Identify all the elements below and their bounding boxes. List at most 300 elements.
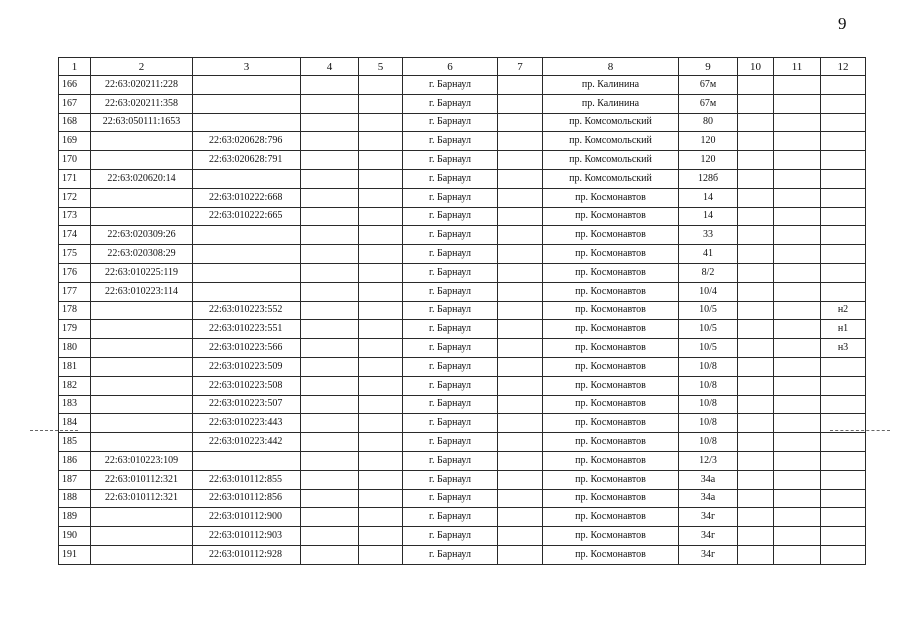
street-cell: пр. Космонавтов bbox=[543, 263, 679, 282]
column-7-cell bbox=[498, 508, 543, 527]
street-cell: пр. Космонавтов bbox=[543, 451, 679, 470]
column-10-cell bbox=[738, 489, 774, 508]
object-cadastral-number-cell: 22:63:010223:442 bbox=[193, 433, 301, 452]
premises-cell bbox=[821, 508, 866, 527]
premises-cell bbox=[821, 414, 866, 433]
column-7-cell bbox=[498, 113, 543, 132]
column-5-cell bbox=[359, 113, 403, 132]
table-row bbox=[59, 320, 866, 339]
table-row bbox=[59, 395, 866, 414]
street-cell: пр. Комсомольский bbox=[543, 169, 679, 188]
column-5-cell bbox=[359, 282, 403, 301]
table-row bbox=[59, 357, 866, 376]
object-cadastral-number-cell: 22:63:020628:791 bbox=[193, 151, 301, 170]
column-10-cell bbox=[738, 376, 774, 395]
column-10-cell bbox=[738, 301, 774, 320]
city-cell: г. Барнаул bbox=[403, 414, 498, 433]
house-number-cell: 120 bbox=[679, 132, 738, 151]
column-4-cell bbox=[301, 282, 359, 301]
house-number-cell: 34а bbox=[679, 489, 738, 508]
house-number-cell: 10/5 bbox=[679, 301, 738, 320]
column-11-cell bbox=[774, 94, 821, 113]
cadastral-number-cell bbox=[91, 376, 193, 395]
premises-cell bbox=[821, 282, 866, 301]
city-cell: г. Барнаул bbox=[403, 301, 498, 320]
column-5-cell bbox=[359, 489, 403, 508]
premises-cell bbox=[821, 169, 866, 188]
house-number-cell: 33 bbox=[679, 226, 738, 245]
table-row bbox=[59, 470, 866, 489]
column-11-cell bbox=[774, 132, 821, 151]
city-cell: г. Барнаул bbox=[403, 357, 498, 376]
row-number-cell: 176 bbox=[59, 263, 91, 282]
city-cell: г. Барнаул bbox=[403, 113, 498, 132]
premises-cell bbox=[821, 94, 866, 113]
house-number-cell: 10/8 bbox=[679, 433, 738, 452]
table-row bbox=[59, 207, 866, 226]
row-number-cell: 177 bbox=[59, 282, 91, 301]
column-4-cell bbox=[301, 339, 359, 358]
column-5-cell bbox=[359, 414, 403, 433]
column-4-cell bbox=[301, 151, 359, 170]
column-11-cell bbox=[774, 282, 821, 301]
city-cell: г. Барнаул bbox=[403, 76, 498, 95]
row-number-cell: 172 bbox=[59, 188, 91, 207]
city-cell: г. Барнаул bbox=[403, 376, 498, 395]
column-5-cell bbox=[359, 470, 403, 489]
column-11-cell bbox=[774, 527, 821, 546]
column-5-cell bbox=[359, 376, 403, 395]
table-row bbox=[59, 76, 866, 95]
city-cell: г. Барнаул bbox=[403, 94, 498, 113]
street-cell: пр. Космонавтов bbox=[543, 339, 679, 358]
house-number-cell: 128б bbox=[679, 169, 738, 188]
row-number-cell: 180 bbox=[59, 339, 91, 358]
city-cell: г. Барнаул bbox=[403, 339, 498, 358]
object-cadastral-number-cell bbox=[193, 76, 301, 95]
object-cadastral-number-cell: 22:63:010112:855 bbox=[193, 470, 301, 489]
column-11-cell bbox=[774, 433, 821, 452]
column-4-cell bbox=[301, 395, 359, 414]
column-5-cell bbox=[359, 132, 403, 151]
city-cell: г. Барнаул bbox=[403, 282, 498, 301]
city-cell: г. Барнаул bbox=[403, 245, 498, 264]
column-5-cell bbox=[359, 245, 403, 264]
column-10-cell bbox=[738, 132, 774, 151]
row-number-cell: 191 bbox=[59, 545, 91, 564]
house-number-cell: 120 bbox=[679, 151, 738, 170]
premises-cell bbox=[821, 451, 866, 470]
house-number-cell: 14 bbox=[679, 207, 738, 226]
column-header: 9 bbox=[679, 58, 738, 76]
column-10-cell bbox=[738, 470, 774, 489]
object-cadastral-number-cell: 22:63:010223:552 bbox=[193, 301, 301, 320]
column-header: 6 bbox=[403, 58, 498, 76]
street-cell: пр. Космонавтов bbox=[543, 545, 679, 564]
object-cadastral-number-cell: 22:63:010112:903 bbox=[193, 527, 301, 546]
row-number-cell: 170 bbox=[59, 151, 91, 170]
column-7-cell bbox=[498, 545, 543, 564]
object-cadastral-number-cell bbox=[193, 226, 301, 245]
street-cell: пр. Космонавтов bbox=[543, 301, 679, 320]
row-number-cell: 182 bbox=[59, 376, 91, 395]
object-cadastral-number-cell bbox=[193, 451, 301, 470]
column-7-cell bbox=[498, 320, 543, 339]
header-row bbox=[59, 58, 866, 76]
city-cell: г. Барнаул bbox=[403, 545, 498, 564]
table-row bbox=[59, 376, 866, 395]
house-number-cell: 10/5 bbox=[679, 320, 738, 339]
column-7-cell bbox=[498, 339, 543, 358]
row-number-cell: 178 bbox=[59, 301, 91, 320]
column-4-cell bbox=[301, 207, 359, 226]
premises-cell bbox=[821, 132, 866, 151]
column-11-cell bbox=[774, 339, 821, 358]
column-5-cell bbox=[359, 76, 403, 95]
column-10-cell bbox=[738, 94, 774, 113]
object-cadastral-number-cell bbox=[193, 282, 301, 301]
object-cadastral-number-cell bbox=[193, 169, 301, 188]
city-cell: г. Барнаул bbox=[403, 320, 498, 339]
column-5-cell bbox=[359, 94, 403, 113]
premises-cell bbox=[821, 226, 866, 245]
house-number-cell: 10/8 bbox=[679, 357, 738, 376]
column-11-cell bbox=[774, 188, 821, 207]
column-4-cell bbox=[301, 451, 359, 470]
table-row bbox=[59, 188, 866, 207]
cadastral-number-cell: 22:63:010225:119 bbox=[91, 263, 193, 282]
registry-table bbox=[58, 57, 866, 565]
street-cell: пр. Космонавтов bbox=[543, 527, 679, 546]
cadastral-number-cell bbox=[91, 357, 193, 376]
column-4-cell bbox=[301, 470, 359, 489]
premises-cell bbox=[821, 545, 866, 564]
row-number-cell: 179 bbox=[59, 320, 91, 339]
city-cell: г. Барнаул bbox=[403, 188, 498, 207]
house-number-cell: 10/4 bbox=[679, 282, 738, 301]
column-7-cell bbox=[498, 301, 543, 320]
cadastral-number-cell: 22:63:010223:114 bbox=[91, 282, 193, 301]
house-number-cell: 34г bbox=[679, 545, 738, 564]
column-4-cell bbox=[301, 376, 359, 395]
city-cell: г. Барнаул bbox=[403, 489, 498, 508]
city-cell: г. Барнаул bbox=[403, 207, 498, 226]
column-10-cell bbox=[738, 433, 774, 452]
street-cell: пр. Комсомольский bbox=[543, 132, 679, 151]
row-number-cell: 173 bbox=[59, 207, 91, 226]
cadastral-number-cell: 22:63:010112:321 bbox=[91, 489, 193, 508]
premises-cell: н3 bbox=[821, 339, 866, 358]
column-4-cell bbox=[301, 508, 359, 527]
row-number-cell: 186 bbox=[59, 451, 91, 470]
column-5-cell bbox=[359, 301, 403, 320]
street-cell: пр. Космонавтов bbox=[543, 207, 679, 226]
column-4-cell bbox=[301, 320, 359, 339]
row-number-cell: 168 bbox=[59, 113, 91, 132]
column-7-cell bbox=[498, 76, 543, 95]
table-row bbox=[59, 433, 866, 452]
column-4-cell bbox=[301, 113, 359, 132]
street-cell: пр. Космонавтов bbox=[543, 395, 679, 414]
cadastral-number-cell: 22:63:020211:228 bbox=[91, 76, 193, 95]
table-body bbox=[59, 58, 866, 565]
house-number-cell: 80 bbox=[679, 113, 738, 132]
column-header: 2 bbox=[91, 58, 193, 76]
cadastral-number-cell: 22:63:020620:14 bbox=[91, 169, 193, 188]
page-number: 9 bbox=[838, 14, 847, 33]
house-number-cell: 34г bbox=[679, 508, 738, 527]
cadastral-number-cell bbox=[91, 301, 193, 320]
house-number-cell: 14 bbox=[679, 188, 738, 207]
cadastral-number-cell bbox=[91, 508, 193, 527]
column-4-cell bbox=[301, 226, 359, 245]
column-10-cell bbox=[738, 451, 774, 470]
city-cell: г. Барнаул bbox=[403, 433, 498, 452]
object-cadastral-number-cell bbox=[193, 245, 301, 264]
column-4-cell bbox=[301, 245, 359, 264]
street-cell: пр. Космонавтов bbox=[543, 245, 679, 264]
column-10-cell bbox=[738, 207, 774, 226]
column-4-cell bbox=[301, 527, 359, 546]
table-row bbox=[59, 508, 866, 527]
column-5-cell bbox=[359, 263, 403, 282]
table-row bbox=[59, 263, 866, 282]
table-row bbox=[59, 545, 866, 564]
table-row bbox=[59, 489, 866, 508]
column-header: 12 bbox=[821, 58, 866, 76]
column-7-cell bbox=[498, 226, 543, 245]
column-7-cell bbox=[498, 527, 543, 546]
table-row bbox=[59, 245, 866, 264]
street-cell: пр. Космонавтов bbox=[543, 226, 679, 245]
cadastral-number-cell bbox=[91, 207, 193, 226]
row-number-cell: 174 bbox=[59, 226, 91, 245]
column-header: 11 bbox=[774, 58, 821, 76]
cadastral-number-cell bbox=[91, 433, 193, 452]
house-number-cell: 34г bbox=[679, 527, 738, 546]
table-row bbox=[59, 414, 866, 433]
row-number-cell: 166 bbox=[59, 76, 91, 95]
column-7-cell bbox=[498, 433, 543, 452]
object-cadastral-number-cell: 22:63:010112:900 bbox=[193, 508, 301, 527]
column-7-cell bbox=[498, 132, 543, 151]
column-4-cell bbox=[301, 169, 359, 188]
column-7-cell bbox=[498, 188, 543, 207]
column-7-cell bbox=[498, 395, 543, 414]
table-row bbox=[59, 527, 866, 546]
column-4-cell bbox=[301, 414, 359, 433]
column-7-cell bbox=[498, 263, 543, 282]
column-11-cell bbox=[774, 207, 821, 226]
street-cell: пр. Космонавтов bbox=[543, 282, 679, 301]
column-10-cell bbox=[738, 263, 774, 282]
column-11-cell bbox=[774, 301, 821, 320]
premises-cell bbox=[821, 470, 866, 489]
column-header: 7 bbox=[498, 58, 543, 76]
house-number-cell: 8/2 bbox=[679, 263, 738, 282]
premises-cell bbox=[821, 433, 866, 452]
column-10-cell bbox=[738, 76, 774, 95]
object-cadastral-number-cell bbox=[193, 263, 301, 282]
row-number-cell: 175 bbox=[59, 245, 91, 264]
city-cell: г. Барнаул bbox=[403, 395, 498, 414]
column-header: 3 bbox=[193, 58, 301, 76]
column-7-cell bbox=[498, 489, 543, 508]
cadastral-number-cell bbox=[91, 545, 193, 564]
column-10-cell bbox=[738, 151, 774, 170]
column-5-cell bbox=[359, 207, 403, 226]
column-7-cell bbox=[498, 151, 543, 170]
column-11-cell bbox=[774, 376, 821, 395]
column-4-cell bbox=[301, 433, 359, 452]
premises-cell bbox=[821, 188, 866, 207]
column-10-cell bbox=[738, 169, 774, 188]
column-7-cell bbox=[498, 282, 543, 301]
premises-cell bbox=[821, 395, 866, 414]
column-7-cell bbox=[498, 470, 543, 489]
city-cell: г. Барнаул bbox=[403, 132, 498, 151]
object-cadastral-number-cell: 22:63:010223:443 bbox=[193, 414, 301, 433]
cadastral-number-cell bbox=[91, 320, 193, 339]
column-4-cell bbox=[301, 489, 359, 508]
column-7-cell bbox=[498, 245, 543, 264]
column-11-cell bbox=[774, 320, 821, 339]
street-cell: пр. Космонавтов bbox=[543, 188, 679, 207]
column-10-cell bbox=[738, 282, 774, 301]
premises-cell bbox=[821, 151, 866, 170]
house-number-cell: 12/3 bbox=[679, 451, 738, 470]
column-10-cell bbox=[738, 113, 774, 132]
row-number-cell: 169 bbox=[59, 132, 91, 151]
column-10-cell bbox=[738, 527, 774, 546]
house-number-cell: 10/8 bbox=[679, 376, 738, 395]
table-row bbox=[59, 226, 866, 245]
cadastral-number-cell bbox=[91, 395, 193, 414]
premises-cell bbox=[821, 263, 866, 282]
city-cell: г. Барнаул bbox=[403, 226, 498, 245]
house-number-cell: 67м bbox=[679, 76, 738, 95]
street-cell: пр. Космонавтов bbox=[543, 489, 679, 508]
column-11-cell bbox=[774, 414, 821, 433]
cadastral-number-cell bbox=[91, 527, 193, 546]
object-cadastral-number-cell: 22:63:010223:507 bbox=[193, 395, 301, 414]
table-row bbox=[59, 113, 866, 132]
column-4-cell bbox=[301, 132, 359, 151]
premises-cell bbox=[821, 527, 866, 546]
object-cadastral-number-cell: 22:63:010223:508 bbox=[193, 376, 301, 395]
street-cell: пр. Космонавтов bbox=[543, 508, 679, 527]
premises-cell bbox=[821, 207, 866, 226]
column-10-cell bbox=[738, 320, 774, 339]
column-4-cell bbox=[301, 301, 359, 320]
house-number-cell: 10/8 bbox=[679, 414, 738, 433]
street-cell: пр. Комсомольский bbox=[543, 151, 679, 170]
cadastral-number-cell: 22:63:020308:29 bbox=[91, 245, 193, 264]
table-row bbox=[59, 132, 866, 151]
cadastral-number-cell: 22:63:010223:109 bbox=[91, 451, 193, 470]
premises-cell bbox=[821, 113, 866, 132]
row-number-cell: 187 bbox=[59, 470, 91, 489]
cadastral-number-cell bbox=[91, 132, 193, 151]
street-cell: пр. Космонавтов bbox=[543, 414, 679, 433]
column-5-cell bbox=[359, 151, 403, 170]
table-row bbox=[59, 282, 866, 301]
object-cadastral-number-cell bbox=[193, 94, 301, 113]
city-cell: г. Барнаул bbox=[403, 263, 498, 282]
premises-cell bbox=[821, 357, 866, 376]
house-number-cell: 10/5 bbox=[679, 339, 738, 358]
column-10-cell bbox=[738, 395, 774, 414]
column-11-cell bbox=[774, 263, 821, 282]
column-10-cell bbox=[738, 188, 774, 207]
city-cell: г. Барнаул bbox=[403, 151, 498, 170]
column-7-cell bbox=[498, 207, 543, 226]
column-7-cell bbox=[498, 414, 543, 433]
house-number-cell: 41 bbox=[679, 245, 738, 264]
column-7-cell bbox=[498, 451, 543, 470]
object-cadastral-number-cell: 22:63:010223:566 bbox=[193, 339, 301, 358]
row-number-cell: 184 bbox=[59, 414, 91, 433]
table-row bbox=[59, 301, 866, 320]
column-5-cell bbox=[359, 508, 403, 527]
column-5-cell bbox=[359, 545, 403, 564]
object-cadastral-number-cell: 22:63:010223:551 bbox=[193, 320, 301, 339]
column-7-cell bbox=[498, 376, 543, 395]
house-number-cell: 10/8 bbox=[679, 395, 738, 414]
column-11-cell bbox=[774, 395, 821, 414]
column-11-cell bbox=[774, 508, 821, 527]
column-5-cell bbox=[359, 169, 403, 188]
street-cell: пр. Комсомольский bbox=[543, 113, 679, 132]
column-4-cell bbox=[301, 545, 359, 564]
premises-cell bbox=[821, 489, 866, 508]
column-5-cell bbox=[359, 527, 403, 546]
object-cadastral-number-cell: 22:63:010222:668 bbox=[193, 188, 301, 207]
column-11-cell bbox=[774, 470, 821, 489]
premises-cell bbox=[821, 245, 866, 264]
object-cadastral-number-cell: 22:63:020628:796 bbox=[193, 132, 301, 151]
premises-cell: н2 bbox=[821, 301, 866, 320]
column-10-cell bbox=[738, 245, 774, 264]
column-5-cell bbox=[359, 339, 403, 358]
column-7-cell bbox=[498, 357, 543, 376]
row-number-cell: 188 bbox=[59, 489, 91, 508]
column-10-cell bbox=[738, 226, 774, 245]
column-4-cell bbox=[301, 357, 359, 376]
street-cell: пр. Калинина bbox=[543, 76, 679, 95]
object-cadastral-number-cell bbox=[193, 113, 301, 132]
column-5-cell bbox=[359, 357, 403, 376]
cadastral-number-cell bbox=[91, 339, 193, 358]
column-5-cell bbox=[359, 451, 403, 470]
street-cell: пр. Калинина bbox=[543, 94, 679, 113]
premises-cell bbox=[821, 76, 866, 95]
column-4-cell bbox=[301, 76, 359, 95]
city-cell: г. Барнаул bbox=[403, 169, 498, 188]
city-cell: г. Барнаул bbox=[403, 451, 498, 470]
column-header: 5 bbox=[359, 58, 403, 76]
column-header: 1 bbox=[59, 58, 91, 76]
cadastral-number-cell: 22:63:020309:26 bbox=[91, 226, 193, 245]
row-number-cell: 190 bbox=[59, 527, 91, 546]
column-11-cell bbox=[774, 451, 821, 470]
cadastral-number-cell: 22:63:010112:321 bbox=[91, 470, 193, 489]
column-10-cell bbox=[738, 508, 774, 527]
column-10-cell bbox=[738, 339, 774, 358]
table-row bbox=[59, 94, 866, 113]
street-cell: пр. Космонавтов bbox=[543, 433, 679, 452]
street-cell: пр. Космонавтов bbox=[543, 320, 679, 339]
